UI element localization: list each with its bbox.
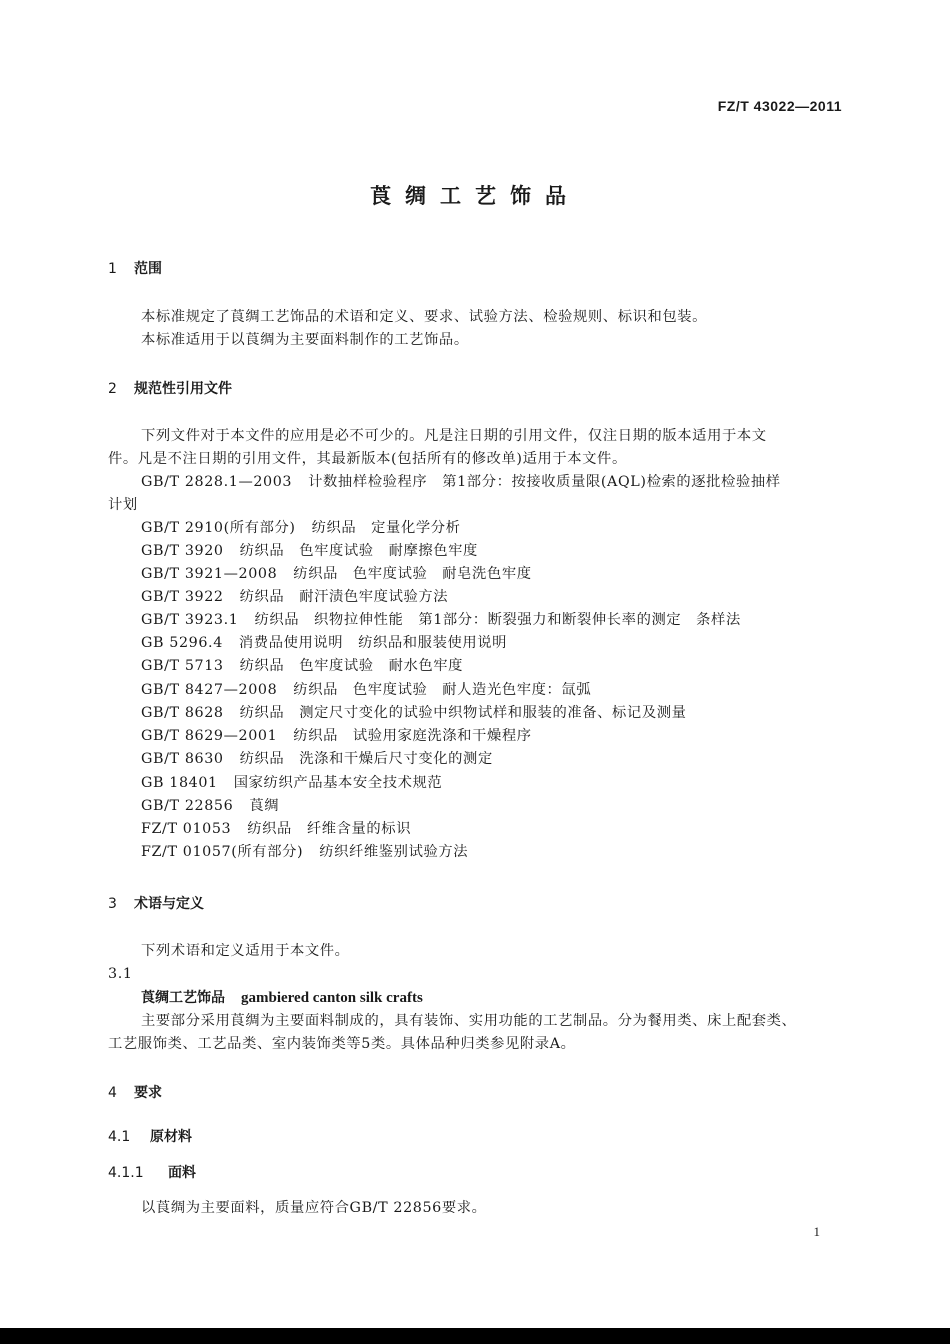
section-title: 面料 bbox=[168, 1165, 196, 1181]
section-number: 1 bbox=[108, 261, 117, 277]
reference-code: GB/T 3922 bbox=[141, 589, 224, 605]
reference-item bbox=[141, 795, 279, 818]
paragraph: 下列文件对于本文件的应用是必不可少的。凡是注日期的引用文件，仅注日期的版本适用于本文 bbox=[141, 428, 767, 444]
reference-item bbox=[141, 702, 687, 725]
reference-item bbox=[141, 563, 532, 586]
section-title: 术语与定义 bbox=[134, 896, 204, 912]
reference-code: GB/T 2828.1—2003 bbox=[141, 474, 293, 490]
section-number: 3 bbox=[108, 896, 117, 912]
reference-title: 纺织品 织物拉伸性能 第1部分：断裂强力和断裂伸长率的测定 条样法 bbox=[254, 612, 741, 628]
section-1-heading bbox=[108, 258, 162, 278]
paragraph: 下列术语和定义适用于本文件。 bbox=[141, 943, 350, 959]
reference-item bbox=[141, 586, 448, 609]
subclause-number: 3.1 bbox=[108, 966, 133, 982]
reference-code: GB/T 5713 bbox=[141, 658, 224, 674]
reference-item bbox=[141, 772, 442, 795]
reference-title: 国家纺织产品基本安全技术规范 bbox=[233, 775, 443, 791]
reference-item bbox=[141, 725, 532, 748]
section-title: 规范性引用文件 bbox=[134, 381, 232, 397]
reference-item bbox=[141, 609, 741, 632]
reference-item bbox=[141, 818, 411, 841]
subsection-4-1-1-heading bbox=[108, 1162, 196, 1182]
reference-item bbox=[141, 517, 461, 540]
reference-title: 纺织品 试验用家庭洗涤和干燥程序 bbox=[293, 728, 532, 744]
reference-code: GB 5296.4 bbox=[141, 635, 223, 651]
reference-title: 纺织品 色牢度试验 耐皂洗色牢度 bbox=[293, 566, 532, 582]
reference-item bbox=[141, 540, 478, 563]
reference-title: 纺织品 测定尺寸变化的试验中织物试样和服装的准备、标记及测量 bbox=[239, 705, 687, 721]
reference-continuation: 计划 bbox=[108, 497, 138, 513]
reference-code: GB/T 8629—2001 bbox=[141, 728, 278, 744]
reference-item bbox=[141, 679, 591, 702]
section-title: 范围 bbox=[134, 261, 162, 277]
reference-title: 消费品使用说明 纺织品和服装使用说明 bbox=[238, 635, 508, 651]
term-chinese: 莨绸工艺饰品 bbox=[141, 990, 225, 1006]
reference-item bbox=[141, 632, 507, 655]
reference-item bbox=[141, 471, 781, 494]
reference-title: 纺织品 纤维含量的标识 bbox=[247, 821, 412, 837]
reference-item bbox=[141, 748, 493, 771]
section-number: 4.1.1 bbox=[108, 1165, 144, 1181]
reference-item bbox=[141, 655, 463, 678]
section-number: 4 bbox=[108, 1085, 117, 1101]
reference-title: 莨绸 bbox=[249, 798, 280, 814]
reference-code: GB 18401 bbox=[141, 775, 218, 791]
reference-title: 纺织品 色牢度试验 耐摩擦色牢度 bbox=[239, 543, 478, 559]
paragraph: 以莨绸为主要面料，质量应符合GB/T 22856要求。 bbox=[141, 1200, 487, 1216]
term-entry bbox=[141, 987, 423, 1007]
reference-title: 纺织品 定量化学分析 bbox=[311, 520, 461, 536]
paragraph: 本标准规定了莨绸工艺饰品的术语和定义、要求、试验方法、检验规则、标识和包装。 bbox=[141, 309, 708, 325]
paragraph: 本标准适用于以莨绸为主要面料制作的工艺饰品。 bbox=[141, 332, 469, 348]
reference-code: GB/T 2910(所有部分) bbox=[141, 520, 296, 536]
section-title: 原材料 bbox=[150, 1129, 192, 1145]
reference-code: GB/T 3920 bbox=[141, 543, 224, 559]
term-english: gambiered canton silk crafts bbox=[241, 990, 423, 1006]
reference-code: FZ/T 01053 bbox=[141, 821, 232, 837]
definition: 主要部分采用莨绸为主要面料制成的，具有装饰、实用功能的工艺制品。分为餐用类、床上配套类、 bbox=[141, 1013, 797, 1029]
definition-continuation: 工艺服饰类、工艺品类、室内装饰类等5类。具体品种归类参见附录A。 bbox=[108, 1036, 576, 1052]
subsection-4-1-heading bbox=[108, 1126, 192, 1146]
document-title: 莨绸工艺饰品 bbox=[370, 184, 580, 208]
reference-code: GB/T 8628 bbox=[141, 705, 224, 721]
standard-number: FZ/T 43022—2011 bbox=[717, 98, 842, 114]
reference-code: GB/T 22856 bbox=[141, 798, 234, 814]
reference-code: GB/T 8630 bbox=[141, 751, 224, 767]
reference-item bbox=[141, 841, 468, 864]
section-title: 要求 bbox=[134, 1085, 162, 1101]
reference-title: 纺织品 色牢度试验 耐人造光色牢度：氙弧 bbox=[293, 682, 592, 698]
reference-title: 纺织纤维鉴别试验方法 bbox=[319, 844, 469, 860]
section-number: 2 bbox=[108, 381, 117, 397]
reference-code: GB/T 8427—2008 bbox=[141, 682, 278, 698]
reference-title: 计数抽样检验程序 第1部分：按接收质量限(AQL)检索的逐批检验抽样 bbox=[308, 474, 781, 490]
reference-code: GB/T 3921—2008 bbox=[141, 566, 278, 582]
reference-code: FZ/T 01057(所有部分) bbox=[141, 844, 304, 860]
section-4-heading bbox=[108, 1082, 162, 1102]
section-3-heading bbox=[108, 893, 204, 913]
reference-title: 纺织品 耐汗渍色牢度试验方法 bbox=[239, 589, 449, 605]
reference-title: 纺织品 色牢度试验 耐水色牢度 bbox=[239, 658, 464, 674]
scan-edge-bar bbox=[0, 1328, 950, 1344]
reference-title: 纺织品 洗涤和干燥后尺寸变化的测定 bbox=[239, 751, 493, 767]
reference-code: GB/T 3923.1 bbox=[141, 612, 239, 628]
section-2-heading bbox=[108, 378, 232, 398]
page-number: 1 bbox=[813, 1224, 820, 1239]
paragraph-continuation: 件。凡是不注日期的引用文件，其最新版本(包括所有的修改单)适用于本文件。 bbox=[108, 451, 627, 467]
section-number: 4.1 bbox=[108, 1129, 131, 1145]
